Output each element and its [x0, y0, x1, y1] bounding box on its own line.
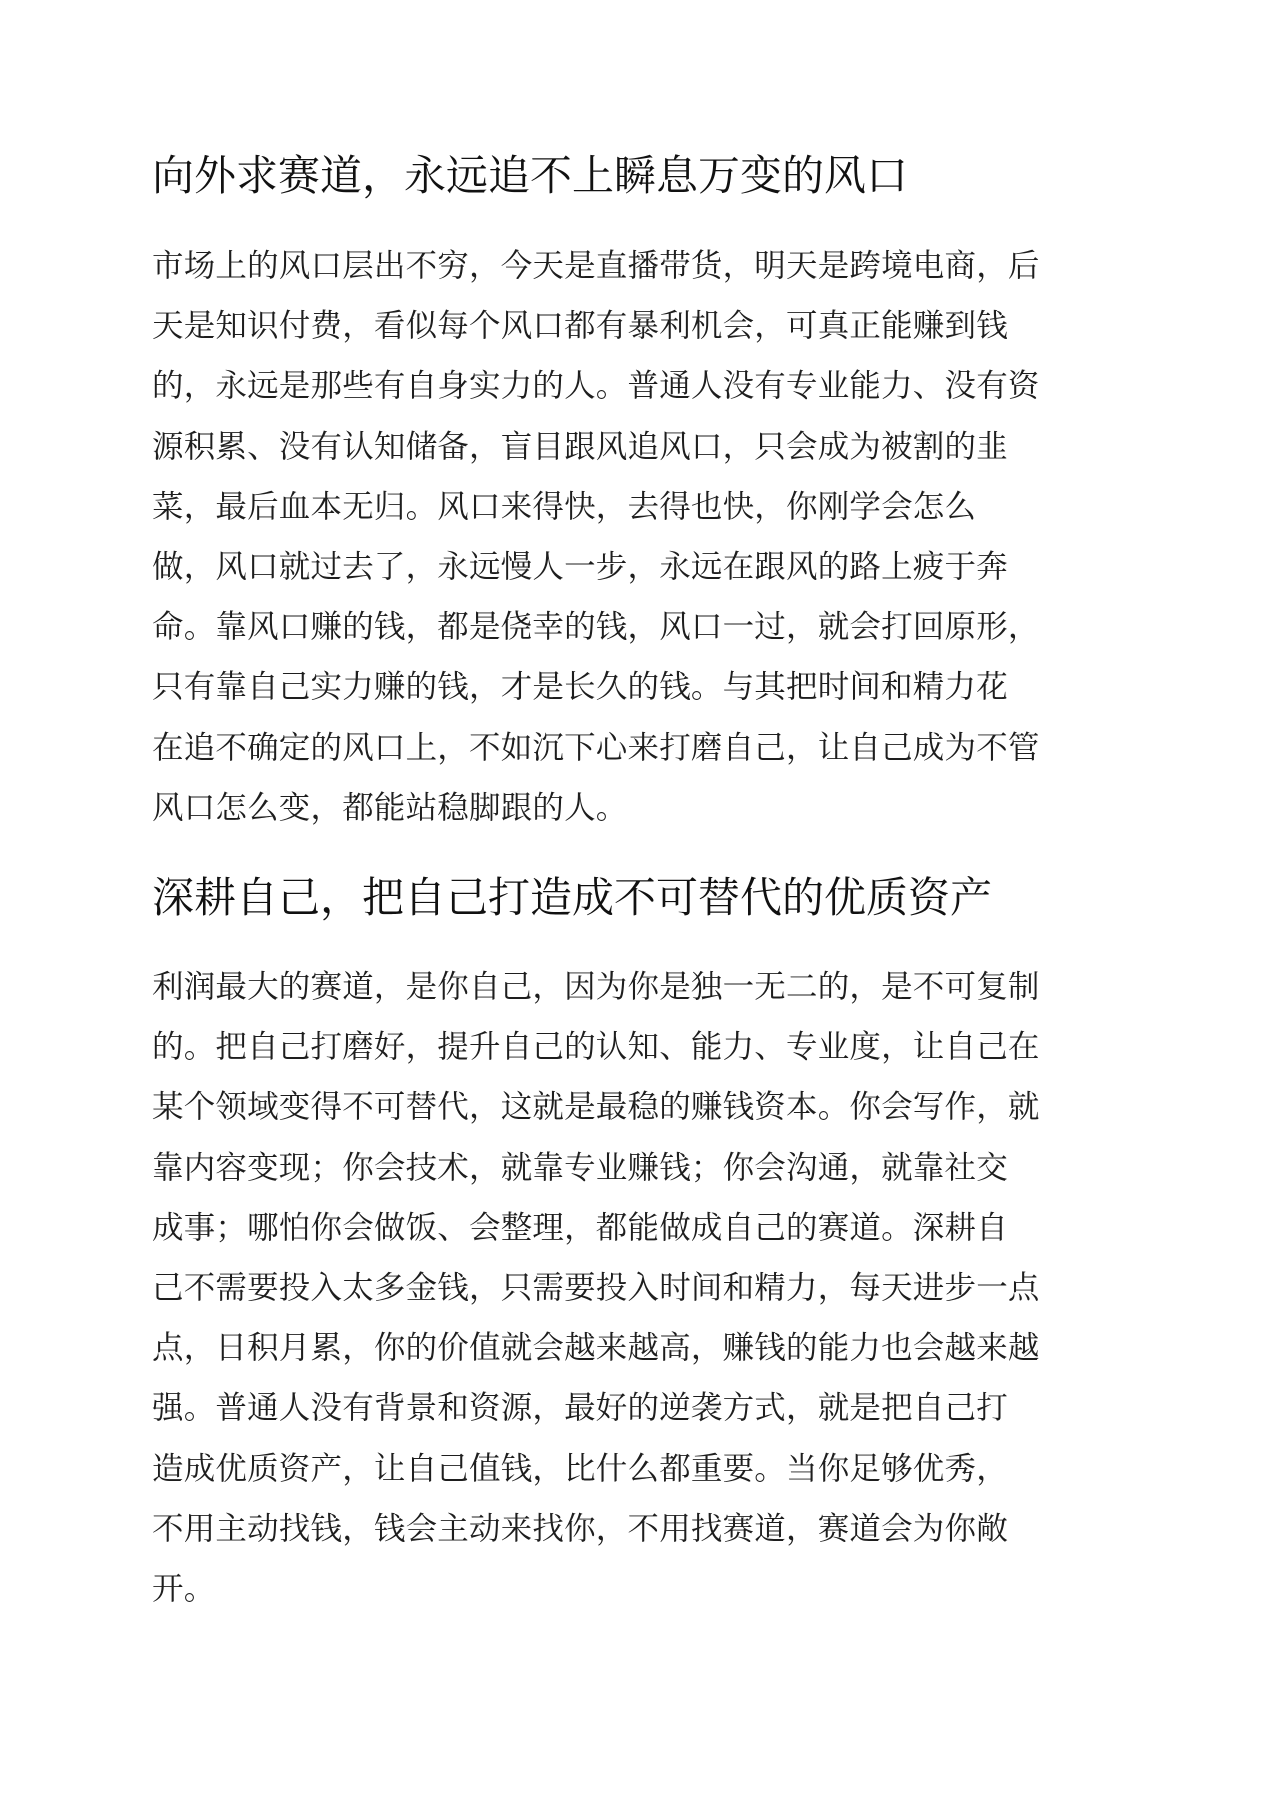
body-line: 的。把自己打磨好，提升自己的认知、能力、专业度，让自己在	[152, 1029, 1040, 1066]
body-line: 的，永远是那些有自身实力的人。普通人没有专业能力、没有资	[152, 368, 1040, 405]
body-line: 风口怎么变，都能站稳脚跟的人。	[152, 789, 628, 826]
body-line: 只有靠自己实力赚的钱，才是长久的钱。与其把时间和精力花	[152, 669, 1008, 706]
body-line: 菜，最后血本无归。风口来得快，去得也快，你刚学会怎么	[152, 488, 977, 525]
body-line: 靠内容变现；你会技术，就靠专业赚钱；你会沟通，就靠社交	[152, 1149, 1008, 1186]
section-heading-1: 向外求赛道，永远追不上瞬息万变的风口	[152, 151, 909, 200]
section-heading-2: 深耕自己，把自己打造成不可替代的优质资产	[152, 873, 993, 922]
body-line: 某个领域变得不可替代，这就是最稳的赚钱资本。你会写作，就	[152, 1089, 1040, 1126]
body-line: 市场上的风口层出不穷，今天是直播带货，明天是跨境电商，后	[152, 248, 1040, 284]
body-line: 成事；哪怕你会做饭、会整理，都能做成自己的赛道。深耕自	[152, 1209, 1008, 1246]
body-line: 造成优质资产，让自己值钱，比什么都重要。当你足够优秀，	[152, 1450, 1008, 1487]
section-body-2	[152, 957, 1040, 1619]
body-line: 命。靠风口赚的钱，都是侥幸的钱，风口一过，就会打回原形，	[152, 609, 1040, 646]
body-line: 天是知识付费，看似每个风口都有暴利机会，可真正能赚到钱	[152, 308, 1008, 345]
body-line: 在追不确定的风口上，不如沉下心来打磨自己，让自己成为不管	[152, 729, 1040, 766]
body-line: 己不需要投入太多金钱，只需要投入时间和精力，每天进步一点	[152, 1269, 1040, 1306]
body-line: 源积累、没有认知储备，盲目跟风追风口，只会成为被割的韭	[152, 428, 1008, 465]
section-body-1	[152, 236, 1040, 838]
body-line: 点，日积月累，你的价值就会越来越高，赚钱的能力也会越来越	[152, 1330, 1040, 1367]
body-line: 强。普通人没有背景和资源，最好的逆袭方式，就是把自己打	[152, 1390, 1008, 1427]
body-line: 做，风口就过去了，永远慢人一步，永远在跟风的路上疲于奔	[152, 548, 1008, 585]
body-line: 开。	[152, 1570, 216, 1607]
body-line: 不用主动找钱，钱会主动来找你，不用找赛道，赛道会为你敞	[152, 1510, 1008, 1547]
body-line: 利润最大的赛道，是你自己，因为你是独一无二的，是不可复制	[152, 969, 1040, 1005]
